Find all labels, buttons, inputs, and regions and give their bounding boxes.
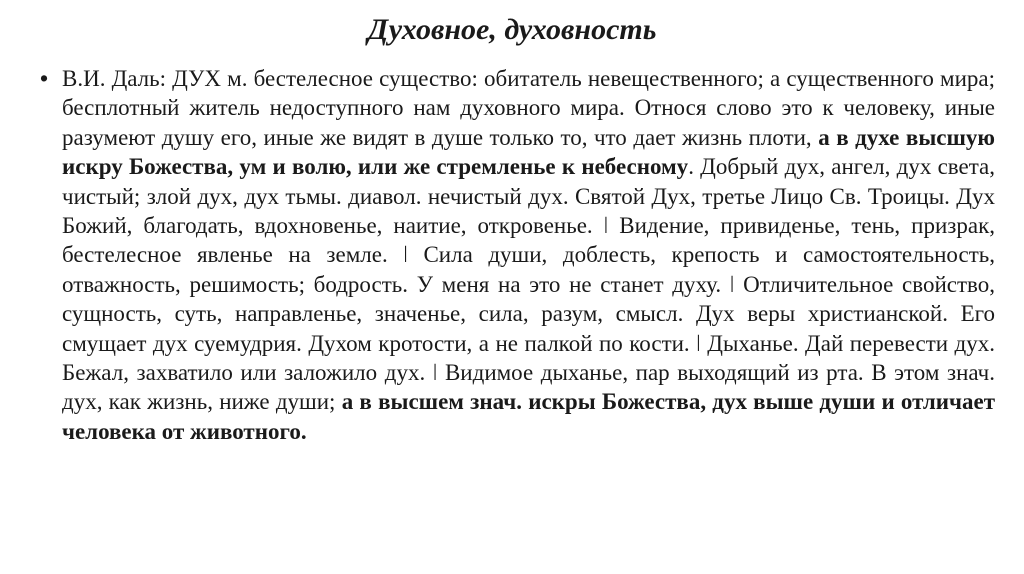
slide-title: Духовное, духовность [367,13,657,46]
bullet-marker: • [40,65,49,91]
bold-text-segment: а в духе высшую искру Божества, ум и волю, или же стремленье к небесному [62,124,995,180]
bold-text-segment: а в высшем знач. искры Божества, дух выше души и отличает человека от животного. [62,389,995,444]
text-segment: . Добрый дух, ангел, дух света, чистый; злой дух, дух тьмы. диавол. нечистый дух. Святой Дух, третье Лицо Св. Троицы. Дух Божий, благодать, вдохновенье, наитие, откровенье. ǀ Видение, привиденье, тень, призрак, бестелесное явленье на земле. ǀ Сила души, доблесть, крепость и самостоятельность, отважность, решимость; бодрость. У меня на это не станет духу. ǀ Отличительное свойство, сущность, суть, направленье, значенье, сила, разум, смысл. Дух веры христианской. Его смущает дух суемудрия. Духом кротости, а не палкой по кости. ǀ Дыханье. Дай перевести дух. Бежал, захватило или заложило дух. ǀ Видимое дыханье, пар выходящий из рта. В этом знач. дух, как жизнь, ниже души; [62,154,995,415]
text-segment: В.И. Даль: ДУХ м. бестелесное существо: обитатель невещественного; а существенного мира; бесплотный житель недоступного нам духовного мира. Относя слово это к человеку, иные разумеют душу его, иные же видят в душе только то, что дает жизнь плоти, [62,66,995,150]
bullet-text [62,64,995,446]
bullet-item [40,64,995,446]
